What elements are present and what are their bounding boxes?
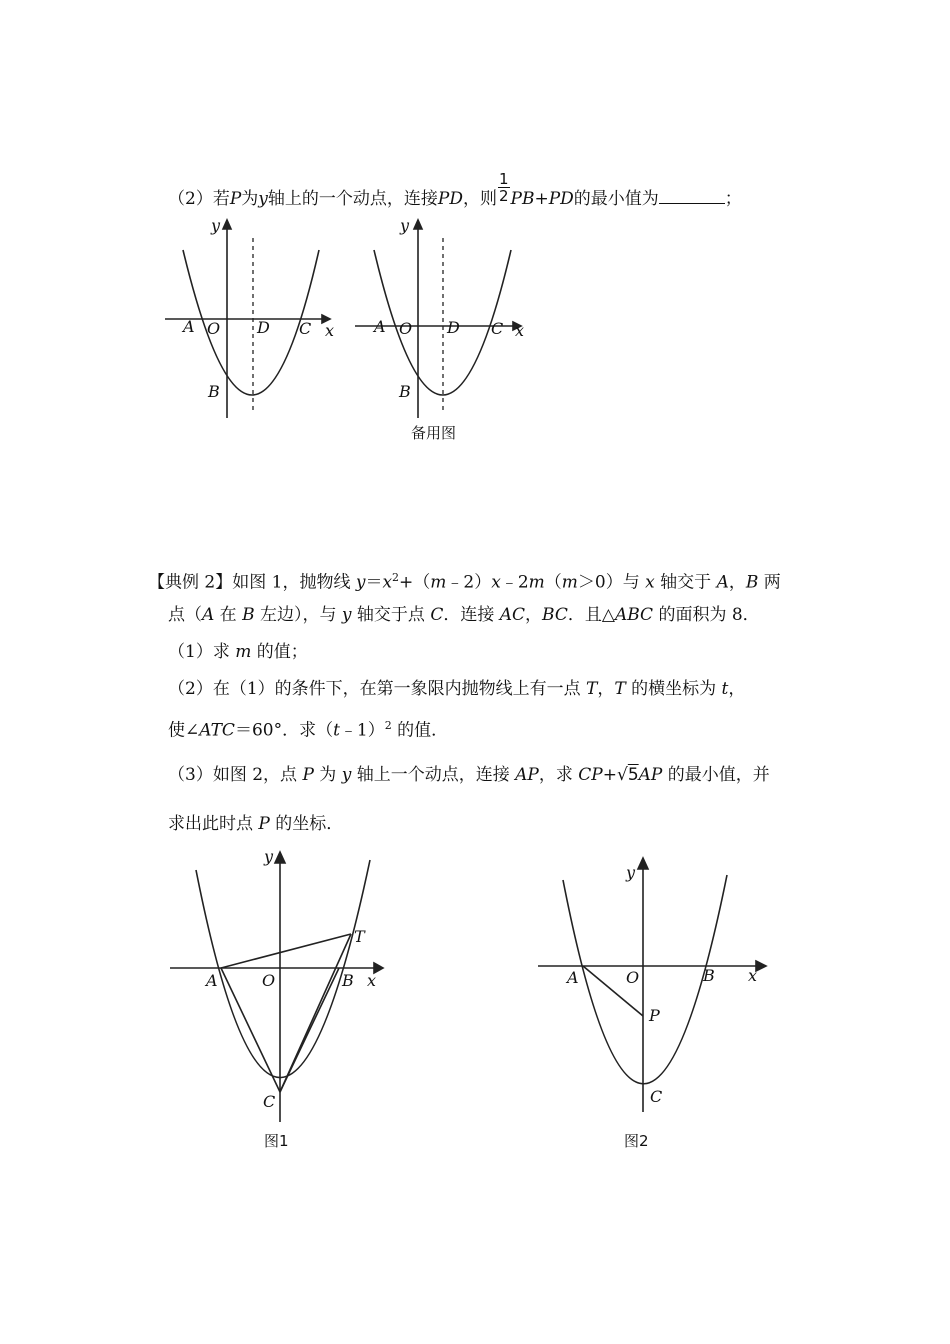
- label-d: D: [257, 318, 270, 337]
- label-d: D: [447, 318, 460, 337]
- example2-q3b: 求出此时点 P 的坐标．: [168, 814, 344, 834]
- label-x: x: [748, 966, 758, 985]
- label-a: A: [206, 971, 218, 990]
- label-c: C: [263, 1092, 276, 1111]
- label-b: B: [399, 382, 411, 401]
- example2-q2a: （2）在（1）的条件下，在第一象限内抛物线上有一点 T，T 的横坐标为 t，: [168, 679, 746, 699]
- example2-line2: 点（A 在 B 左边），与 y 轴交于点 C．连接 AC，BC．且△ABC 的面积为 8．: [168, 605, 760, 625]
- fraction-one-half: $\frac{1}{2}$: [498, 170, 509, 205]
- label-o: O: [262, 971, 276, 990]
- q2-text: ，则: [462, 189, 497, 209]
- q2-text: ；: [724, 189, 742, 209]
- label-t: T: [354, 927, 365, 946]
- label-y: y: [626, 863, 636, 882]
- q2-var-y: y: [258, 189, 268, 209]
- label-b: B: [208, 382, 220, 401]
- label-c: C: [491, 319, 504, 338]
- example2-line1: 【典例 2】如图 1，抛物线 $y=x^2+(m﹣2)x﹣2m(m>0)$与 x 轴交于 A，B 两: [148, 571, 781, 593]
- figure-caption-backup: 备用图: [411, 424, 457, 442]
- label-b: B: [703, 966, 715, 985]
- q2-expr: PB+PD: [510, 189, 574, 209]
- q2-var-p: P: [229, 189, 242, 209]
- label-y: y: [264, 847, 274, 866]
- label-x: x: [325, 321, 335, 340]
- label-y: y: [211, 216, 221, 235]
- label-o: O: [399, 319, 413, 338]
- label-o: O: [626, 968, 640, 987]
- label-b: B: [342, 971, 354, 990]
- x-axis-arrow: [756, 961, 766, 971]
- y-axis-arrow: [638, 858, 648, 869]
- label-p: P: [649, 1006, 660, 1025]
- figure-1-caption: 图1: [264, 1132, 289, 1150]
- q2-text: 的最小值为: [573, 189, 659, 209]
- q2-var-pd: PD: [437, 189, 463, 209]
- label-o: O: [207, 319, 221, 338]
- label-y: y: [400, 216, 410, 235]
- label-c: C: [299, 319, 312, 338]
- label-c: C: [650, 1087, 663, 1106]
- label-a: A: [567, 968, 579, 987]
- q2-text: 轴上的一个动点，连接: [267, 189, 438, 209]
- q2-text: （2）若: [168, 189, 230, 209]
- label-x: x: [367, 971, 377, 990]
- label-a: A: [374, 317, 386, 336]
- q2-text: 为: [241, 189, 259, 209]
- sqrt-five: √5: [616, 765, 639, 785]
- example2-q2b: 使∠ATC＝60°．求（t﹣1）$^2$ 的值．: [168, 719, 449, 741]
- figure-2-caption: 图2: [624, 1132, 649, 1150]
- example2-q3a: （3）如图 2，点 P 为 y 轴上一个动点，连接 AP，求 CP+√5AP 的最小值，并: [168, 765, 770, 785]
- example2-q1: （1）求 m 的值；: [168, 642, 308, 662]
- label-a: A: [183, 317, 195, 336]
- label-x: x: [515, 321, 525, 340]
